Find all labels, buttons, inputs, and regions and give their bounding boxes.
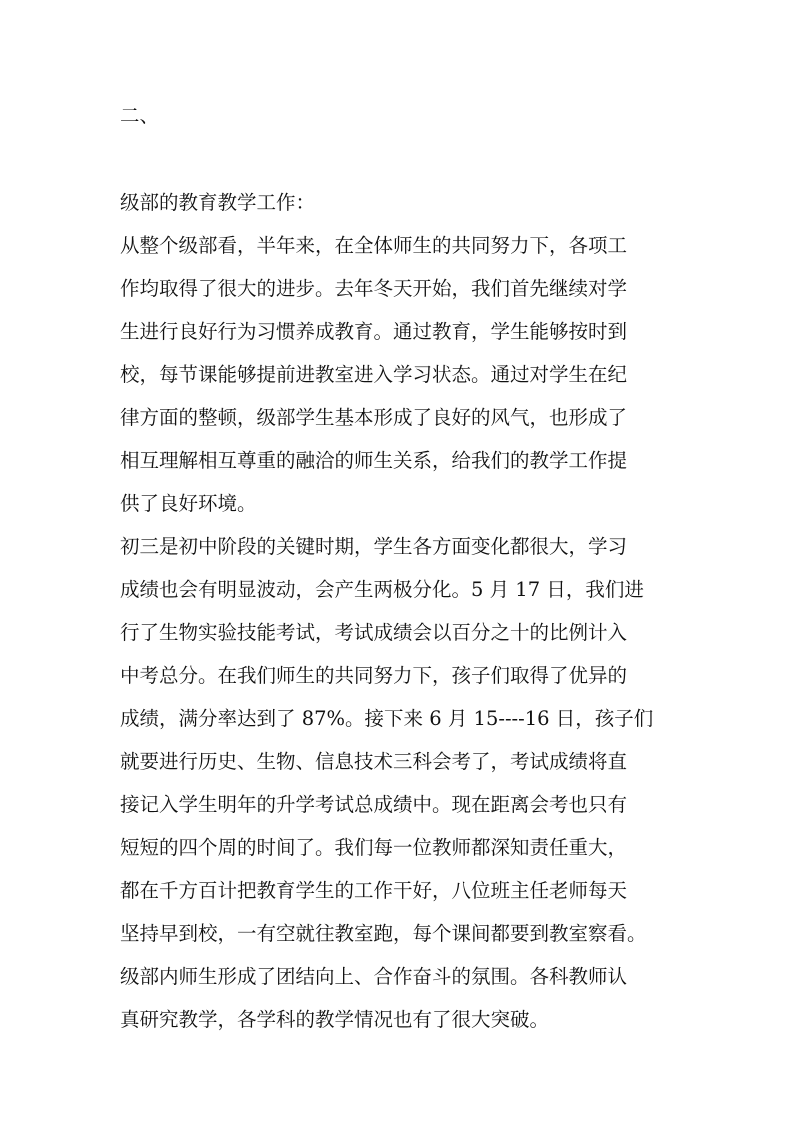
paragraph-line: 短短的四个周的时间了。我们每一位教师都深知责任重大， (120, 836, 628, 859)
paragraph-line: 行了生物实验技能考试，考试成绩会以百分之十的比例计入 (120, 621, 628, 644)
paragraph-line: 都在千方百计把教育学生的工作干好，八位班主任老师每天 (120, 879, 628, 902)
section-number: 二、 (120, 104, 160, 127)
paragraph-line: 律方面的整顿，级部学生基本形成了良好的风气，也形成了 (120, 406, 628, 429)
paragraph-line: 校，每节课能够提前进教室进入学习状态。通过对学生在纪 (120, 363, 628, 386)
paragraph-line: 供了良好环境。 (120, 492, 257, 515)
paragraph-line: 相互理解相互尊重的融洽的师生关系，给我们的教学工作提 (120, 449, 628, 472)
paragraph-line: 成绩，满分率达到了 87%。接下来 6 月 15----16 日，孩子们 (120, 707, 654, 730)
paragraph-line: 级部内师生形成了团结向上、合作奋斗的氛围。各科教师认 (120, 965, 628, 988)
section-title: 级部的教育教学工作： (120, 191, 316, 214)
paragraph-line: 中考总分。在我们师生的共同努力下，孩子们取得了优异的 (120, 664, 628, 687)
paragraph-line: 真研究教学，各学科的教学情况也有了很大突破。 (120, 1008, 550, 1031)
paragraph-line: 从整个级部看，半年来，在全体师生的共同努力下，各项工 (120, 234, 628, 257)
paragraph-line: 坚持早到校，一有空就往教室跑，每个课间都要到教室察看。 (120, 922, 647, 945)
paragraph-line: 成绩也会有明显波动，会产生两极分化。5 月 17 日，我们进 (120, 578, 644, 601)
paragraph-line: 生进行良好行为习惯养成教育。通过教育，学生能够按时到 (120, 320, 628, 343)
paragraph-line: 初三是初中阶段的关键时期，学生各方面变化都很大，学习 (120, 535, 628, 558)
paragraph-line: 接记入学生明年的升学考试总成绩中。现在距离会考也只有 (120, 793, 628, 816)
paragraph-line: 就要进行历史、生物、信息技术三科会考了，考试成绩将直 (120, 750, 628, 773)
paragraph-line: 作均取得了很大的进步。去年冬天开始，我们首先继续对学 (120, 277, 628, 300)
